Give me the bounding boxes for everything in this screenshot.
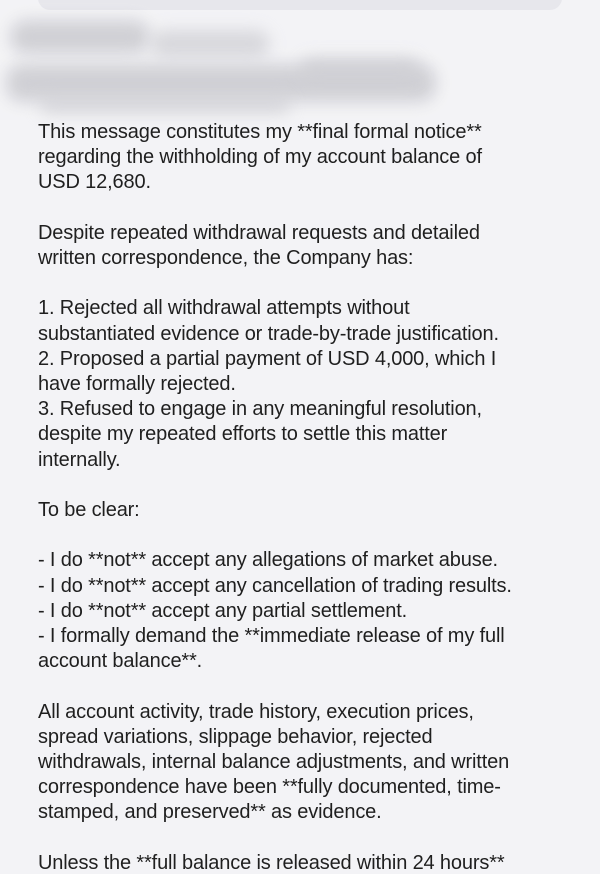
message-line: Unless the **full balance is released within 24 hours**	[38, 851, 505, 874]
message-line: USD 12,680.	[38, 171, 151, 194]
message-line: - I do **not** accept any cancellation of trading results.	[38, 574, 512, 597]
redaction-blur	[40, 96, 290, 114]
message-line: written correspondence, the Company has:	[38, 247, 414, 269]
message-line: stamped, and preserved** as evidence.	[38, 801, 382, 824]
message-line: - I do **not** accept any allegations of market abuse.	[38, 549, 498, 572]
message-line: 3. Refused to engage in any meaningful resolution,	[38, 398, 482, 421]
message-line: despite my repeated efforts to settle this matter	[38, 423, 448, 446]
paragraph-gap	[38, 674, 578, 699]
message-line: To be clear:	[38, 499, 140, 521]
redaction-blur	[300, 58, 420, 82]
message-line: withdrawals, internal balance adjustments, and written	[38, 751, 510, 773]
message-line: 2. Proposed a partial payment of USD 4,000, which I	[38, 347, 497, 370]
message-line: 1. Rejected all withdrawal attempts without	[38, 297, 410, 320]
message-line: internally.	[38, 448, 121, 471]
message-line: All account activity, trade history, execution prices,	[38, 700, 474, 723]
paragraph-gap	[38, 826, 578, 851]
paragraph-gap	[38, 523, 578, 548]
message-line: - I formally demand the **immediate release of my full	[38, 625, 505, 647]
message-line: correspondence have been **fully documented, time-	[38, 776, 501, 799]
redacted-header	[0, 12, 600, 124]
message-line: Despite repeated withdrawal requests and detailed	[38, 221, 480, 244]
message-line: account balance**.	[38, 650, 203, 673]
redaction-blur	[10, 20, 150, 54]
message-body	[38, 120, 578, 874]
paragraph-gap	[38, 473, 578, 498]
message-line: have formally rejected.	[38, 373, 236, 395]
message-line: regarding the withholding of my account balance of	[38, 146, 482, 169]
message-line: - I do **not** accept any partial settlement.	[38, 599, 408, 622]
message-line: substantiated evidence or trade-by-trade justification.	[38, 322, 499, 345]
message-line: This message constitutes my **final formal notice**	[38, 121, 482, 143]
paragraph-gap	[38, 271, 578, 296]
redaction-blur	[150, 30, 270, 58]
top-input-bar[interactable]	[38, 0, 562, 10]
message-line: spread variations, slippage behavior, rejected	[38, 725, 433, 748]
redaction-blur	[6, 64, 436, 102]
paragraph-gap	[38, 196, 578, 221]
